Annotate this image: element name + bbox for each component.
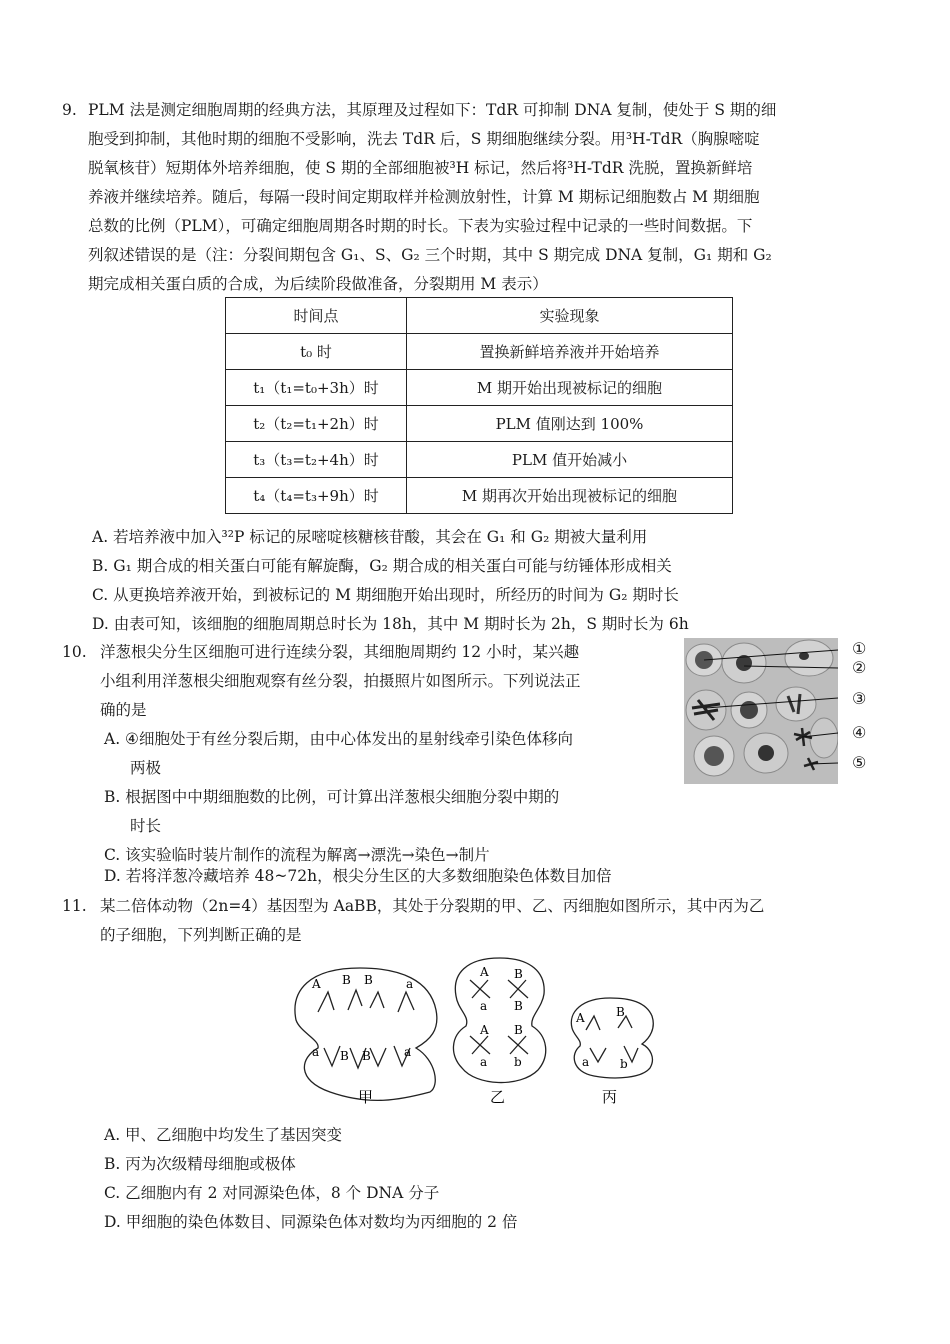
option-b[interactable]: B. 根据图中中期细胞数的比例，可计算出洋葱根尖细胞分裂中期的 (104, 788, 560, 806)
option-b[interactable]: B. 丙为次级精母细胞或极体 (104, 1155, 296, 1173)
cell-label-yi: 乙 (490, 1088, 506, 1106)
micrograph-image (684, 638, 838, 784)
question-text-line: 的子细胞，下列判断正确的是 (100, 926, 302, 944)
table-cell: t₃（t₃=t₂+4h）时 (226, 442, 407, 478)
gene-label: b (620, 1057, 628, 1071)
cell-division-diagram (290, 950, 670, 1110)
gene-label: b (514, 1055, 522, 1069)
onion-root-tip-micrograph (684, 638, 838, 784)
question-number: 11. (62, 897, 87, 915)
question-text-line: 小组利用洋葱根尖细胞观察有丝分裂，拍摄照片如图所示。下列说法正 (100, 672, 581, 690)
gene-label: B (362, 1049, 371, 1063)
table-row (226, 442, 733, 478)
gene-label: a (406, 977, 414, 991)
option-a-continuation: 两极 (130, 759, 162, 777)
figure-label-5: ⑤ (852, 753, 867, 772)
cell-label-bing: 丙 (602, 1088, 618, 1106)
cell-jia (295, 968, 437, 1106)
option-d[interactable]: D. 若将洋葱冷藏培养 48~72h，根尖分生区的大多数细胞染色体数目加倍 (104, 867, 612, 885)
option-c[interactable]: C. 从更换培养液开始，到被标记的 M 期细胞开始出现时，所经历的时间为 G₂ 期时长 (92, 586, 679, 604)
gene-label: a (404, 1045, 412, 1059)
gene-label: B (342, 973, 351, 987)
figure-label-3: ③ (852, 689, 867, 708)
gene-label: B (514, 999, 523, 1013)
table-row (226, 406, 733, 442)
question-text-line: PLM 法是测定细胞周期的经典方法，其原理及过程如下：TdR 可抑制 DNA 复制，使处于 S 期的细 (88, 101, 777, 119)
gene-label: A (480, 965, 489, 979)
table-header-row (226, 298, 733, 334)
table-header: 时间点 (226, 298, 407, 334)
question-text-line: 总数的比例（PLM），可确定细胞周期各时期的时长。下表为实验过程中记录的一些时间数据。下 (88, 217, 753, 235)
table-cell: PLM 值刚达到 100% (407, 406, 733, 442)
table-cell: 置换新鲜培养液并开始培养 (407, 334, 733, 370)
question-text-line: 脱氧核苷）短期体外培养细胞，使 S 期的全部细胞被³H 标记，然后将³H-TdR 洗脱，置换新鲜培 (88, 159, 753, 177)
gene-label: B (514, 967, 523, 981)
option-a[interactable]: A. 甲、乙细胞中均发生了基因突变 (104, 1126, 343, 1144)
figure-label-2: ② (852, 658, 867, 677)
question-text-line: 某二倍体动物（2n=4）基因型为 AaBB，其处于分裂期的甲、乙、丙细胞如图所示，其中丙为乙 (100, 897, 765, 915)
table-cell: t₂（t₂=t₁+2h）时 (226, 406, 407, 442)
gene-label: A (312, 977, 321, 991)
table-header: 实验现象 (407, 298, 733, 334)
cell-label-jia: 甲 (358, 1088, 374, 1106)
question-text-line: 列叙述错误的是（注：分裂间期包含 G₁、S、G₂ 三个时期，其中 S 期完成 DNA 复制，G₁ 期和 G₂ (88, 246, 772, 264)
gene-label: B (364, 973, 373, 987)
table-cell: t₄（t₄=t₃+9h）时 (226, 478, 407, 514)
table-row (226, 478, 733, 514)
gene-label: a (480, 1055, 488, 1069)
question-text-line: 胞受到抑制，其他时期的细胞不受影响，洗去 TdR 后，S 期细胞继续分裂。用³H-TdR（胸腺嘧啶 (88, 130, 760, 148)
gene-label: B (616, 1005, 625, 1019)
table-cell: M 期再次开始出现被标记的细胞 (407, 478, 733, 514)
gene-label: a (582, 1055, 590, 1069)
gene-label: a (480, 999, 488, 1013)
question-number: 10. (62, 643, 87, 661)
gene-label: a (312, 1045, 320, 1059)
cell-bing (571, 998, 653, 1106)
question-text-line: 洋葱根尖分生区细胞可进行连续分裂，其细胞周期约 12 小时，某兴趣 (100, 643, 580, 661)
gene-label: B (514, 1023, 523, 1037)
figure-label-1: ① (852, 639, 867, 658)
table-cell: PLM 值开始减小 (407, 442, 733, 478)
option-d[interactable]: D. 甲细胞的染色体数目、同源染色体对数均为丙细胞的 2 倍 (104, 1213, 518, 1231)
option-a[interactable]: A. ④细胞处于有丝分裂后期，由中心体发出的星射线牵引染色体移向 (104, 730, 573, 748)
gene-label: B (340, 1049, 349, 1063)
experiment-table (225, 297, 733, 514)
option-b-continuation: 时长 (130, 817, 162, 835)
option-b[interactable]: B. G₁ 期合成的相关蛋白可能有解旋酶，G₂ 期合成的相关蛋白可能与纺锤体形成相关 (92, 557, 672, 575)
option-d[interactable]: D. 由表可知，该细胞的细胞周期总时长为 18h，其中 M 期时长为 2h，S 期时长为 6h (92, 615, 689, 633)
figure-label-4: ④ (852, 723, 867, 742)
table-cell: t₁（t₁=t₀+3h）时 (226, 370, 407, 406)
question-text-line: 期完成相关蛋白质的合成，为后续阶段做准备，分裂期用 M 表示） (88, 275, 548, 293)
gene-label: A (480, 1023, 489, 1037)
table-row (226, 370, 733, 406)
table-cell: M 期开始出现被标记的细胞 (407, 370, 733, 406)
cell-yi (453, 958, 545, 1106)
option-c[interactable]: C. 乙细胞内有 2 对同源染色体，8 个 DNA 分子 (104, 1184, 440, 1202)
gene-label: A (576, 1011, 585, 1025)
question-number: 9. (62, 101, 77, 119)
option-c[interactable]: C. 该实验临时装片制作的流程为解离→漂洗→染色→制片 (104, 846, 490, 864)
question-text-line: 养液并继续培养。随后，每隔一段时间定期取样并检测放射性，计算 M 期标记细胞数占 M 期细胞 (88, 188, 760, 206)
question-text-line: 确的是 (100, 701, 147, 719)
table-cell: t₀ 时 (226, 334, 407, 370)
option-a[interactable]: A. 若培养液中加入³²P 标记的尿嘧啶核糖核苷酸，其会在 G₁ 和 G₂ 期被大量利用 (92, 528, 648, 546)
table-row (226, 334, 733, 370)
